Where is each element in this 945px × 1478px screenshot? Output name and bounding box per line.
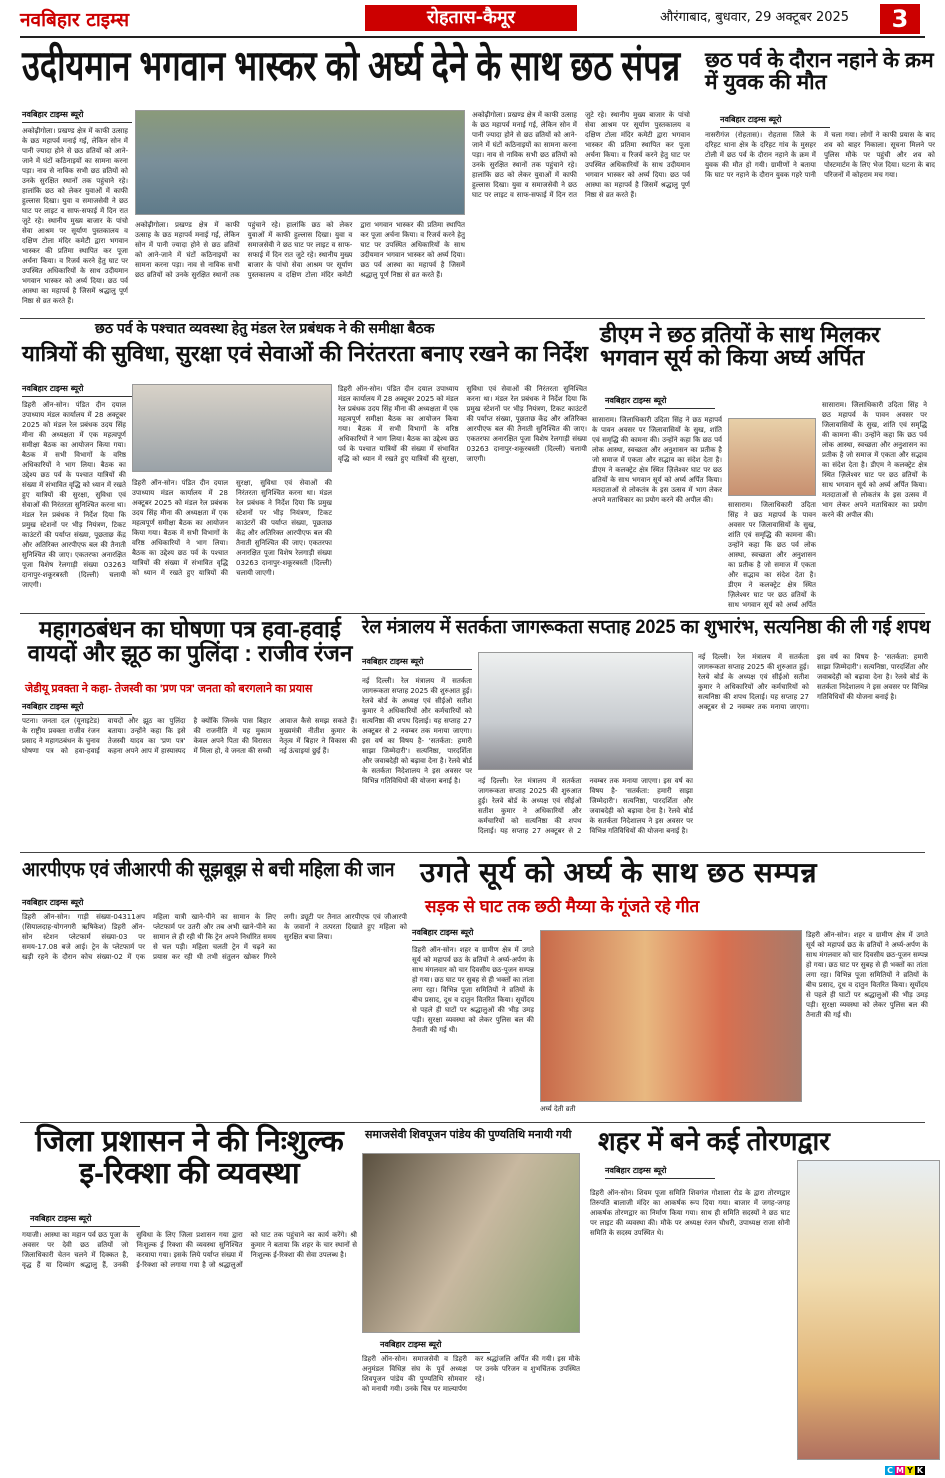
- article-body-cont: डिहरी ऑन-सोन। शहर व ग्रामीण क्षेत्र में उगते सूर्य को महापर्व छठ के व्रतियों ने अर्घ्य-अर्पण के साथ मंगलवार को चार दिवसीय छठ-पूजन सम्पन्न हो गया। छठ घाट पर सुबह से ही भक्तों का तांता लगा रहा। विभिन्न पूजा समितियों ने व्रतियों के बीच प्रसाद, दूध व दातुन वितरित किया। सूर्योदय से पहले ही घाटों पर श्रद्धालुओं की भीड़ उमड़ पड़ी। सुरक्षा व्यवस्था को लेकर पुलिस बल की तैनाती की गई थी।: [806, 931, 928, 1019]
- page-number: 3: [880, 4, 920, 34]
- headline-rail-meeting: यात्रियों की सुविधा, सुरक्षा एवं सेवाओं की निरंतरता बनाए रखने का निर्देश: [22, 341, 589, 366]
- cmyk-y: Y: [905, 1466, 915, 1475]
- byline: नवबिहार टाइम्स ब्यूरो: [30, 1214, 140, 1227]
- divider: [20, 318, 925, 319]
- masthead: नवबिहार टाइम्स: [20, 9, 130, 31]
- article-body: नई दिल्ली। रेल मंत्रालय में सतर्कता जागरूकता सप्ताह 2025 की शुरुआत हुई। रेलवे बोर्ड के अध्यक्ष एवं सीईओ सतीश कुमार ने अधिकारियों और कर्मचारियों को सत्यनिष्ठा की शपथ दिलाई। यह सप्ताह 27 अक्टूबर से 2 नवम्बर तक मनाया जाएगा। इस वर्ष का विषय है- 'सतर्कता: हमारी साझा जिम्मेदारी'। सत्यनिष्ठा, पारदर्शिता और जवाबदेही को बढ़ावा देना है। रेलवे बोर्ड के सतर्कता निदेशालय ने इस अवसर पर विभिन्न गतिविधियों की योजना बनाई है।: [362, 677, 472, 785]
- article-body: अकोढ़ीगोला। प्रखण्ड क्षेत्र में काफी उत्साह के छठ महापर्व मनाई गई, लेकिन सोन में पानी ज्यादा होने से छठ व्रतियों को आने-जाने में घंटों कठिनाइयों का सामना करना पड़ा। नाव से नाविक सभी छठ व्रतियों को उनके सुरक्षित स्थानों तक पहुंचाने रहे। हालांकि छठ को लेकर युवाओं में काफी हुल्लास दिखा। युवा व समाजसेवी ने छठ घाट पर लाइट व साफ-सफाई में दिन रात जुटे रहे। स्थानीय मुख्य बाजार के पांचो सेवा आश्रम पर सूर्याण पुस्तकालय व दक्षिण टोला मंदिर कमेटी द्वारा भगवान भास्कर की प्रतिमा स्थापित कर पूजा अर्चना किया। व रिजर्व करने हेतु घाट पर उपस्थित अधिकारियों के साथ उदीयमान भगवान भास्कर को अर्घ्य दिया। छठ पर्व आस्था का महापर्व है जिसमें श्रद्धालु पूर्ण निष्ठा से व्रत करते हैं।: [22, 127, 128, 305]
- headline-e-rickshaw: जिला प्रशासन ने की निःशुल्क इ-रिक्शा की व्यवस्था: [35, 1125, 344, 1190]
- chhath-photo: [135, 110, 465, 215]
- dateline: औरंगाबाद, बुधवार, 29 अक्टूबर 2025: [660, 10, 850, 25]
- cmyk-m: M: [896, 1466, 904, 1475]
- article-body-under-photo: डिहरी ऑन-सोन। पंडित दीन दयाल उपाध्याय मंडल कार्यालय में 28 अक्टूबर 2025 को मंडल रेल प्रबंधक उदय सिंह मीना की अध्यक्षता में एक महत्वपूर्ण समीक्षा बैठक का आयोजन किया गया। बैठक में सभी विभागों के वरिष्ठ अधिकारियों ने भाग लिया। बैठक का उद्देश्य छठ पर्व के पश्चात यात्रियों की संख्या में संभावित वृद्धि को ध्यान में रखते हुए यात्रियों की सुरक्षा, सुविधा एवं सेवाओं की निरंतरता सुनिश्चित करना था। मंडल रेल प्रबंधक ने निर्देश दिया कि प्रमुख स्टेशनों पर भीड़ नियंत्रण, टिकट काउंटरों की पर्याप्त संख्या, पूछताछ केंद्र और अतिरिक्त आरपीएफ बल की तैनाती सुनिश्चित की जाए। एकतरफा अनारक्षित पूजा विशेष रेलगाड़ी संख्या 03263 दानापुर-शकूरबस्ती (दिल्ली) चलायी जाएगी।: [132, 479, 332, 577]
- cmyk-c: C: [885, 1466, 895, 1475]
- article-body: डिहरी ऑन-सोन। समाजसेवी व डिहरी अनुमंडल विधिज्ञ संघ के पूर्व अध्यक्ष शिवपूजन पांडेय की पुण्यतिथि सोमवार को मनायी गयी। उनके चित्र पर माल्यार्पण कर श्रद्धांजलि अर्पित की गयी। इस मौके पर उनके परिजन व शुभचिंतक उपस्थित रहे।: [362, 1355, 580, 1393]
- article-body: नासरीगंज (रोहतास)। रोहतास जिले के दरिहट थाना क्षेत्र के दरिहट गांव के मुसहर टोली में छठ पर्व के दौरान नहाने के क्रम में युवक की मौत हो गयी। ग्रामीणों ने बताया कि घाट पर नहाने के दौरान युवक गहरे पानी में चला गया। लोगों ने काफी प्रयास के बाद शव को बाहर निकाला। सूचना मिलने पर पुलिस मौके पर पहुंची और शव को पोस्टमार्टम के लिए भेज दिया। घटना के बाद परिजनों में कोहराम मच गया।: [705, 131, 935, 179]
- cmyk-k: K: [916, 1466, 924, 1475]
- kicker-ghat-geet: सड़क से घाट तक छठी मैय्या के गूंजते रहे गीत: [425, 897, 700, 916]
- headline-shivpujan: समाजसेवी शिवपूजन पांडेय की पुण्यतिथि मनायी गयी: [365, 1129, 572, 1141]
- article-body: गयाजी। आस्था का महान पर्व छठ पूजा के अवसर पर देवी छठ व्रतियों जो जिलाधिकारी चेतन चलने में दिक्कत है, वृद्ध हैं या दिव्यांग श्रद्धालु हैं, उनकी सुविधा के लिए जिला प्रशासन गया द्वारा निःशुल्क ई रिक्शा की व्यवस्था सुनिश्चित करवाया गया। इसके लिये पर्याप्त संख्या में ई-रिक्शा को लगाया गया है जो श्रद्धालुओं को घाट तक पहुंचाने का कार्य करेंगे। श्री कुमार ने बताया कि शहर के चार स्थानों से निःशुल्क ई-रिक्शा की सेवा उपलब्ध है।: [22, 1231, 357, 1269]
- article-body-cont: नई दिल्ली। रेल मंत्रालय में सतर्कता जागरूकता सप्ताह 2025 की शुरुआत हुई। रेलवे बोर्ड के अध्यक्ष एवं सीईओ सतीश कुमार ने अधिकारियों और कर्मचारियों को सत्यनिष्ठा की शपथ दिलाई। यह सप्ताह 27 अक्टूबर से 2 नवम्बर तक मनाया जाएगा। इस वर्ष का विषय है- 'सतर्कता: हमारी साझा जिम्मेदारी'। सत्यनिष्ठा, पारदर्शिता और जवाबदेही को बढ़ावा देना है। रेलवे बोर्ड के सतर्कता निदेशालय ने इस अवसर पर विभिन्न गतिविधियों की योजना बनाई है।: [698, 653, 928, 711]
- article-body-right: अकोढ़ीगोला। प्रखण्ड क्षेत्र में काफी उत्साह के छठ महापर्व मनाई गई, लेकिन सोन में पानी ज्यादा होने से छठ व्रतियों को आने-जाने में घंटों कठिनाइयों का सामना करना पड़ा। नाव से नाविक सभी छठ व्रतियों को उनके सुरक्षित स्थानों तक पहुंचाने रहे। हालांकि छठ को लेकर युवाओं में काफी हुल्लास दिखा। युवा व समाजसेवी ने छठ घाट पर लाइट व साफ-सफाई में दिन रात जुटे रहे। स्थानीय मुख्य बाजार के पांचो सेवा आश्रम पर सूर्याण पुस्तकालय व दक्षिण टोला मंदिर कमेटी द्वारा भगवान भास्कर की प्रतिमा स्थापित कर पूजा अर्चना किया। व रिजर्व करने हेतु घाट पर उपस्थित अधिकारियों के साथ उदीयमान भगवान भास्कर को अर्घ्य दिया। छठ पर्व आस्था का महापर्व है जिसमें श्रद्धालु पूर्ण निष्ठा से व्रत करते हैं।: [472, 111, 690, 199]
- dm-photo: [728, 418, 816, 496]
- article-body-under-photo: सासाराम। जिलाधिकारी उदिता सिंह ने छठ महापर्व के पावन अवसर पर जिलावासियों के सुख, शांति एवं समृद्धि की कामना की। उन्होंने कहा कि छठ पर्व लोक आस्था, स्वच्छता और अनुशासन का प्रतीक है जो समाज में एकता और सद्भाव का संदेश देता है। डीएम ने कलक्ट्रेट क्षेत्र स्थित ज़िलेश्वर घाट पर छठ व्रतियों के साथ भगवान सूर्य को अर्घ्य अर्पित: [728, 501, 816, 609]
- shivpujan-photo: [362, 1153, 580, 1333]
- article-body-right: डिहरी ऑन-सोन। पंडित दीन दयाल उपाध्याय मंडल कार्यालय में 28 अक्टूबर 2025 को मंडल रेल प्रबंधक उदय सिंह मीना की अध्यक्षता में एक महत्वपूर्ण समीक्षा बैठक का आयोजन किया गया। बैठक में सभी विभागों के वरिष्ठ अधिकारियों ने भाग लिया। बैठक का उद्देश्य छठ पर्व के पश्चात यात्रियों की संख्या में संभावित वृद्धि को ध्यान में रखते हुए यात्रियों की सुरक्षा, सुविधा एवं सेवाओं की निरंतरता सुनिश्चित करना था। मंडल रेल प्रबंधक ने निर्देश दिया कि प्रमुख स्टेशनों पर भीड़ नियंत्रण, टिकट काउंटरों की पर्याप्त संख्या, पूछताछ केंद्र और अतिरिक्त आरपीएफ बल की तैनाती सुनिश्चित की जाए। एकतरफा अनारक्षित पूजा विशेष रेलगाड़ी संख्या 03263 दानापुर-शकूरबस्ती (दिल्ली) चलायी जाएगी।: [338, 385, 587, 463]
- headline-yuvak-maut: छठ पर्व के दौरान नहाने के क्रम में युवक की मौत: [705, 49, 934, 95]
- headline-vigilance-week: रेल मंत्रालय में सतर्कता जागरूकता सप्ताह 2025 का शुभारंभ, सत्यनिष्ठा की ली गई शपथ: [362, 617, 931, 638]
- headline-ugte-surya: उगते सूर्य को अर्घ्य के साथ छठ सम्पन्न: [420, 857, 818, 888]
- byline: नवबिहार टाइम्स ब्यूरो: [22, 702, 132, 715]
- toran-dwar-photo: [797, 1160, 940, 1460]
- headline-rpf-grp: आरपीएफ एवं जीआरपी की सूझबूझ से बची महिला की जान: [22, 859, 395, 881]
- divider: [20, 1122, 925, 1123]
- article-body: डिहरी ऑन-सोन। पंडित दीन दयाल उपाध्याय मंडल कार्यालय में 28 अक्टूबर 2025 को मंडल रेल प्रबंधक उदय सिंह मीना की अध्यक्षता में एक महत्वपूर्ण समीक्षा बैठक का आयोजन किया गया। बैठक में सभी विभागों के वरिष्ठ अधिकारियों ने भाग लिया। बैठक का उद्देश्य छठ पर्व के पश्चात यात्रियों की संख्या में संभावित वृद्धि को ध्यान में रखते हुए यात्रियों की सुरक्षा, सुविधा एवं सेवाओं की निरंतरता सुनिश्चित करना था। मंडल रेल प्रबंधक ने निर्देश दिया कि प्रमुख स्टेशनों पर भीड़ नियंत्रण, टिकट काउंटरों की पर्याप्त संख्या, पूछताछ केंद्र और अतिरिक्त आरपीएफ बल की तैनाती सुनिश्चित की जाए। एकतरफा अनारक्षित पूजा विशेष रेलगाड़ी संख्या 03263 दानापुर-शकूरबस्ती (दिल्ली) चलायी जाएगी।: [22, 401, 126, 589]
- byline: नवबिहार टाइम्स ब्यूरो: [605, 396, 715, 409]
- meeting-photo: [132, 384, 332, 472]
- header-rule: [20, 36, 925, 38]
- byline: नवबिहार टाइम्स ब्यूरो: [22, 384, 132, 397]
- section-title: रोहतास-कैमूर: [365, 5, 577, 31]
- headline-toran-dwar: शहर में बने कई तोरणद्वार: [598, 1126, 830, 1156]
- byline: नवबिहार टाइम्स ब्यूरो: [22, 898, 132, 911]
- byline: नवबिहार टाइम्स ब्यूरो: [605, 1166, 715, 1179]
- kicker-jdu: जेडीयू प्रवक्ता ने कहा- तेजस्वी का 'प्रण पत्र' जनता को बरगलाने का प्रयास: [25, 683, 313, 695]
- headline-chhath-sampann: उदीयमान भगवान भास्कर को अर्घ्य देने के साथ छठ संपन्न: [22, 42, 681, 89]
- article-body: डिहरी ऑन-सोन। शिवम पूजा समिति शिवगंज गोशाला रोड के द्वारा तोरणद्वार तिरुपति बालाजी मंदिर का आकर्षक रूप दिया गया। बाजार में जगह-जगह आकर्षक तोरणद्वार का निर्माण किया गया। साथ ही समिति सदस्यों ने छठ घाट पर लाइट की व्यवस्था की। मौके पर अध्यक्ष रंजन चौधरी, उपाध्यक्ष राजा सोनी समिति के सदस्य उपस्थित थे।: [590, 1189, 790, 1237]
- headline-rajiv-ranjan: महागठबंधन का घोषणा पत्र हवा-हवाई वायदों और झूठ का पुलिंदा : राजीव रंजन: [27, 616, 353, 667]
- kicker-rail-meeting: छठ पर्व के पश्चात व्यवस्था हेतु मंडल रेल प्रबंधक ने की समीक्षा बैठक: [95, 320, 435, 336]
- article-body-under-photo: अकोढ़ीगोला। प्रखण्ड क्षेत्र में काफी उत्साह के छठ महापर्व मनाई गई, लेकिन सोन में पानी ज्यादा होने से छठ व्रतियों को आने-जाने में घंटों कठिनाइयों का सामना करना पड़ा। नाव से नाविक सभी छठ व्रतियों को उनके सुरक्षित स्थानों तक पहुंचाने रहे। हालांकि छठ को लेकर युवाओं में काफी हुल्लास दिखा। युवा व समाजसेवी ने छठ घाट पर लाइट व साफ-सफाई में दिन रात जुटे रहे। स्थानीय मुख्य बाजार के पांचो सेवा आश्रम पर सूर्याण पुस्तकालय व दक्षिण टोला मंदिर कमेटी द्वारा भगवान भास्कर की प्रतिमा स्थापित कर पूजा अर्चना किया। व रिजर्व करने हेतु घाट पर उपस्थित अधिकारियों के साथ उदीयमान भगवान भास्कर को अर्घ्य दिया। छठ पर्व आस्था का महापर्व है जिसमें श्रद्धालु पूर्ण निष्ठा से व्रत करते हैं।: [135, 221, 465, 279]
- chhath-vrati-photo: [540, 930, 802, 1102]
- vigilance-photo: [478, 652, 693, 770]
- headline-dm-arghya: डीएम ने छठ व्रतियों के साथ मिलकर भगवान सूर्य को किया अर्घ्य अर्पित: [600, 322, 880, 371]
- article-body: सासाराम। जिलाधिकारी उदिता सिंह ने छठ महापर्व के पावन अवसर पर जिलावासियों के सुख, शांति एवं समृद्धि की कामना की। उन्होंने कहा कि छठ पर्व लोक आस्था, स्वच्छता और अनुशासन का प्रतीक है जो समाज में एकता और सद्भाव का संदेश देता है। डीएम ने कलक्ट्रेट क्षेत्र स्थित ज़िलेश्वर घाट पर छठ व्रतियों के साथ भगवान सूर्य को अर्घ्य अर्पित किया। मतदाताओं से लोकतंत्र के इस उत्सव में भाग लेकर अपने मताधिकार का प्रयोग करने की अपील की।: [592, 416, 722, 504]
- divider: [20, 613, 925, 614]
- byline: नवबिहार टाइम्स ब्यूरो: [412, 928, 522, 941]
- article-body-under-photo: नई दिल्ली। रेल मंत्रालय में सतर्कता जागरूकता सप्ताह 2025 की शुरुआत हुई। रेलवे बोर्ड के अध्यक्ष एवं सीईओ सतीश कुमार ने अधिकारियों और कर्मचारियों को सत्यनिष्ठा की शपथ दिलाई। यह सप्ताह 27 अक्टूबर से 2 नवम्बर तक मनाया जाएगा। इस वर्ष का विषय है- 'सतर्कता: हमारी साझा जिम्मेदारी'। सत्यनिष्ठा, पारदर्शिता और जवाबदेही को बढ़ावा देना है। रेलवे बोर्ड के सतर्कता निदेशालय ने इस अवसर पर विभिन्न गतिविधियों की योजना बनाई है।: [478, 777, 693, 835]
- byline: नवबिहार टाइम्स ब्यूरो: [362, 657, 472, 670]
- article-body: डिहरी ऑन-सोन। गाड़ी संख्या-04311अप (सियालदाह-योगनगरी ऋषिकेश) डिहरी ऑन-सोन स्टेशन प्लेटफार्म संख्या-03 पर समय-17.08 बजे आई। ट्रेन के प्लेटफार्म पर खड़ी रहने के दौरान कोच संख्या-02 में एक महिला यात्री खाने-पीने का सामान के लिए प्लेटफार्म पर उतरी और तब अभी खाने-पीने का सामान ले ही रही थी कि ट्रेन अपने निर्धारित समय से चल पड़ी। महिला चलती ट्रेन में चढ़ने का प्रयास कर रही थी तभी संतुलन खोकर गिरने लगी। ड्यूटी पर तैनात आरपीएफ एवं जीआरपी के जवानों ने तत्परता दिखाते हुए महिला को सुरक्षित बचा लिया।: [22, 913, 407, 961]
- byline: नवबिहार टाइम्स ब्यूरो: [720, 115, 830, 128]
- byline: नवबिहार टाइम्स ब्यूरो: [22, 110, 132, 123]
- cmyk-marks: [885, 1466, 925, 1475]
- article-body: डिहरी ऑन-सोन। शहर व ग्रामीण क्षेत्र में उगते सूर्य को महापर्व छठ के व्रतियों ने अर्घ्य-अर्पण के साथ मंगलवार को चार दिवसीय छठ-पूजन सम्पन्न हो गया। छठ घाट पर सुबह से ही भक्तों का तांता लगा रहा। विभिन्न पूजा समितियों ने व्रतियों के बीच प्रसाद, दूध व दातुन वितरित किया। सूर्योदय से पहले ही घाटों पर श्रद्धालुओं की भीड़ उमड़ पड़ी। सुरक्षा व्यवस्था को लेकर पुलिस बल की तैनाती की गई थी।: [412, 946, 534, 1034]
- byline: नवबिहार टाइम्स ब्यूरो: [380, 1340, 490, 1353]
- article-body: पटना। जनता दल (यूनाइटेड) के राष्ट्रीय प्रवक्ता राजीव रंजन प्रसाद ने महागठबंधन के चुनाव घोषणा पत्र को हवा-हवाई वायदों और झूठ का पुलिंदा बताया। उन्होंने कहा कि इसे तेजस्वी यादव का 'प्रण पत्र' कहना अपने आप में हास्यास्पद है क्योंकि जिनके पास बिहार की राजनीति में यह मुकाम केवल अपने पिता की विरासत में मिला हो, वे जनता की सच्ची आवाज कैसे समझ सकते हैं। मुख्यमंत्री नीतीश कुमार के नेतृत्व में बिहार ने विकास की नई ऊंचाइयां छुई हैं।: [22, 717, 357, 755]
- photo-caption: अर्घ्य देती व्रती: [540, 1105, 576, 1113]
- divider: [20, 852, 925, 853]
- article-body-right: सासाराम। जिलाधिकारी उदिता सिंह ने छठ महापर्व के पावन अवसर पर जिलावासियों के सुख, शांति एवं समृद्धि की कामना की। उन्होंने कहा कि छठ पर्व लोक आस्था, स्वच्छता और अनुशासन का प्रतीक है जो समाज में एकता और सद्भाव का संदेश देता है। डीएम ने कलक्ट्रेट क्षेत्र स्थित ज़िलेश्वर घाट पर छठ व्रतियों के साथ भगवान सूर्य को अर्घ्य अर्पित किया। मतदाताओं से लोकतंत्र के इस उत्सव में भाग लेकर अपने मताधिकार का प्रयोग करने की अपील की।: [822, 401, 927, 519]
